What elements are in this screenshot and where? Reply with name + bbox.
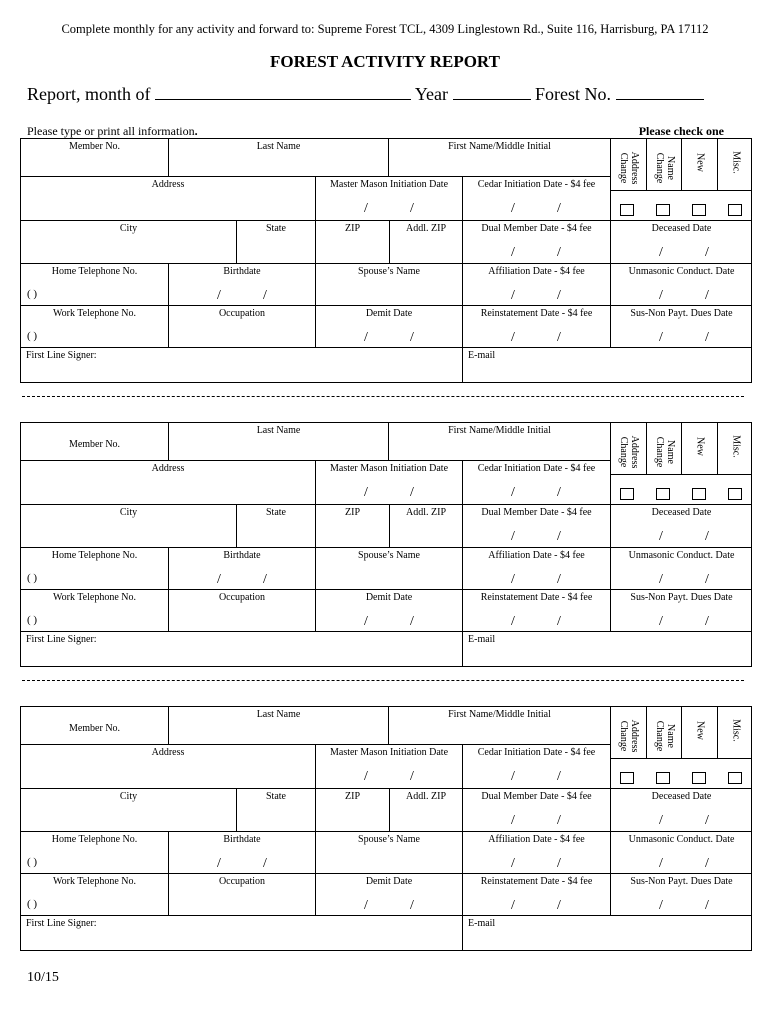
unmasonic-conduct-date-field[interactable] xyxy=(610,263,752,305)
work-area-code: ( ) xyxy=(27,330,38,342)
work-telephone-field[interactable] xyxy=(20,589,168,631)
dual-member-slash-2: / xyxy=(557,245,561,260)
spouse-name-field[interactable] xyxy=(315,831,462,873)
affiliation-slash-2: / xyxy=(557,856,561,871)
first-line-signer-field[interactable] xyxy=(20,915,462,951)
reinstatement-label: Reinstatement Date - $4 fee xyxy=(480,876,593,887)
reinstatement-slash-2: / xyxy=(557,330,561,345)
spouse-name-field[interactable] xyxy=(315,263,462,305)
demit-slash-1: / xyxy=(364,614,368,629)
sus-non-payt-date-field[interactable] xyxy=(610,589,752,631)
unmasonic-slash-2: / xyxy=(705,288,709,303)
demit-date-field[interactable] xyxy=(315,305,462,347)
member-no-field[interactable] xyxy=(20,706,168,744)
address-field[interactable] xyxy=(20,460,315,504)
birthdate-label: Birthdate xyxy=(223,266,261,277)
deceased-slash-1: / xyxy=(659,813,663,828)
deceased-slash-2: / xyxy=(705,529,709,544)
home-telephone-label: Home Telephone No. xyxy=(51,266,138,277)
master-mason-date-field[interactable] xyxy=(315,744,462,788)
address-label: Address xyxy=(151,179,185,190)
state-label: State xyxy=(266,791,286,802)
addl-zip-field[interactable] xyxy=(389,788,462,831)
new-label: New xyxy=(694,153,706,172)
deceased-label: Deceased Date xyxy=(651,791,712,802)
cedar-initiation-date-field[interactable] xyxy=(462,744,610,788)
member-no-label: Member No. xyxy=(68,439,121,450)
affiliation-label: Affiliation Date - $4 fee xyxy=(488,834,585,845)
first-line-signer-field[interactable] xyxy=(20,631,462,667)
affiliation-date-field[interactable] xyxy=(462,263,610,305)
demit-slash-2: / xyxy=(410,614,414,629)
work-area-code: ( ) xyxy=(27,898,38,910)
sus-non-payt-date-field[interactable] xyxy=(610,873,752,915)
last-name-field[interactable] xyxy=(168,706,388,744)
demit-slash-1: / xyxy=(364,330,368,345)
first-name-field[interactable] xyxy=(388,706,610,744)
new-label: New xyxy=(694,437,706,456)
addl-zip-label: Addl. ZIP xyxy=(406,507,446,518)
member-record-3 xyxy=(0,706,770,966)
work-telephone-label: Work Telephone No. xyxy=(52,876,136,887)
birthdate-slash-2: / xyxy=(263,856,267,871)
master-mason-label: Master Mason Initiation Date xyxy=(329,463,449,474)
work-telephone-label: Work Telephone No. xyxy=(52,308,136,319)
deceased-label: Deceased Date xyxy=(651,223,712,234)
first-name-label: First Name/Middle Initial xyxy=(448,141,551,152)
member-record-1 xyxy=(0,138,770,398)
last-name-label: Last Name xyxy=(256,141,301,152)
master-mason-slash-2: / xyxy=(410,485,414,500)
spouse-name-field[interactable] xyxy=(315,547,462,589)
state-field[interactable] xyxy=(236,220,315,263)
state-field[interactable] xyxy=(236,504,315,547)
addl-zip-field[interactable] xyxy=(389,220,462,263)
sus-non-payt-slash-1: / xyxy=(659,330,663,345)
city-field[interactable] xyxy=(20,504,236,547)
master-mason-slash-1: / xyxy=(364,769,368,784)
report-month-label: Report, month of xyxy=(27,84,151,104)
revision-code: 10/15 xyxy=(27,970,59,985)
address-change-label: Address Change xyxy=(618,719,640,753)
affiliation-slash-1: / xyxy=(511,572,515,587)
unmasonic-slash-2: / xyxy=(705,856,709,871)
zip-label: ZIP xyxy=(345,791,360,802)
reinstatement-label: Reinstatement Date - $4 fee xyxy=(480,592,593,603)
birthdate-field[interactable] xyxy=(168,547,315,589)
dual-member-slash-2: / xyxy=(557,813,561,828)
reinstatement-date-field[interactable] xyxy=(462,873,610,915)
reinstatement-slash-1: / xyxy=(511,898,515,913)
dual-member-label: Dual Member Date - $4 fee xyxy=(481,223,592,234)
unmasonic-slash-1: / xyxy=(659,572,663,587)
birthdate-slash-1: / xyxy=(217,288,221,303)
city-label: City xyxy=(119,791,138,802)
master-mason-date-field[interactable] xyxy=(315,176,462,220)
reinstatement-slash-2: / xyxy=(557,898,561,913)
birthdate-slash-1: / xyxy=(217,572,221,587)
check-column-new xyxy=(681,422,717,474)
year-field[interactable] xyxy=(453,83,531,100)
city-field[interactable] xyxy=(20,788,236,831)
master-mason-slash-2: / xyxy=(410,201,414,216)
email-field[interactable] xyxy=(462,631,752,667)
demit-slash-2: / xyxy=(410,330,414,345)
zip-label: ZIP xyxy=(345,223,360,234)
header-instruction: Complete monthly for any activity and forward to: Supreme Forest TCL, 4309 Linglestown Rd., Suite 116, Harrisburg, PA 17112 xyxy=(61,22,709,36)
occupation-label: Occupation xyxy=(218,876,266,887)
occupation-field[interactable] xyxy=(168,305,315,347)
birthdate-label: Birthdate xyxy=(223,550,261,561)
member-no-field[interactable] xyxy=(20,138,168,176)
address-field[interactable] xyxy=(20,176,315,220)
affiliation-label: Affiliation Date - $4 fee xyxy=(488,266,585,277)
zip-field[interactable] xyxy=(315,504,389,547)
affiliation-label: Affiliation Date - $4 fee xyxy=(488,550,585,561)
email-field[interactable] xyxy=(462,915,752,951)
deceased-slash-2: / xyxy=(705,245,709,260)
first-line-signer-label: First Line Signer: xyxy=(26,634,97,645)
dual-member-date-field[interactable] xyxy=(462,220,610,263)
checkbox-row xyxy=(610,474,752,504)
birthdate-slash-1: / xyxy=(217,856,221,871)
home-area-code: ( ) xyxy=(27,572,38,584)
cedar-initiation-slash-1: / xyxy=(511,201,515,216)
demit-slash-1: / xyxy=(364,898,368,913)
work-telephone-field[interactable] xyxy=(20,305,168,347)
misc-label: Misc. xyxy=(730,435,741,458)
sus-non-payt-label: Sus-Non Payt. Dues Date xyxy=(630,592,733,603)
demit-date-field[interactable] xyxy=(315,873,462,915)
first-name-label: First Name/Middle Initial xyxy=(448,425,551,436)
demit-label: Demit Date xyxy=(365,876,413,887)
sus-non-payt-slash-2: / xyxy=(705,898,709,913)
first-line-signer-label: First Line Signer: xyxy=(26,918,97,929)
address-label: Address xyxy=(151,747,185,758)
name-change-label: Name Change xyxy=(653,152,676,184)
first-line-signer-label: First Line Signer: xyxy=(26,350,97,361)
home-telephone-label: Home Telephone No. xyxy=(51,550,138,561)
deceased-date-field[interactable] xyxy=(610,788,752,831)
first-name-field[interactable] xyxy=(388,138,610,176)
occupation-field[interactable] xyxy=(168,589,315,631)
cedar-initiation-date-field[interactable] xyxy=(462,460,610,504)
affiliation-slash-1: / xyxy=(511,288,515,303)
deceased-date-field[interactable] xyxy=(610,220,752,263)
check-column-name-change xyxy=(646,706,682,758)
home-telephone-field[interactable] xyxy=(20,547,168,589)
check-column-new xyxy=(681,138,717,190)
member-no-label: Member No. xyxy=(68,723,121,734)
demit-slash-2: / xyxy=(410,898,414,913)
affiliation-slash-2: / xyxy=(557,288,561,303)
affiliation-date-field[interactable] xyxy=(462,831,610,873)
birthdate-field[interactable] xyxy=(168,263,315,305)
home-area-code: ( ) xyxy=(27,288,38,300)
forest-no-field[interactable] xyxy=(616,83,704,100)
unmasonic-conduct-date-field[interactable] xyxy=(610,547,752,589)
address-change-label: Address Change xyxy=(618,151,640,185)
affiliation-slash-2: / xyxy=(557,572,561,587)
email-label: E-mail xyxy=(468,350,496,361)
addl-zip-label: Addl. ZIP xyxy=(406,791,446,802)
dual-member-date-field[interactable] xyxy=(462,788,610,831)
misc-label: Misc. xyxy=(730,719,741,742)
check-column-misc xyxy=(717,138,753,190)
unmasonic-slash-2: / xyxy=(705,572,709,587)
zip-field[interactable] xyxy=(315,220,389,263)
checkbox-row xyxy=(610,190,752,220)
check-column-name-change xyxy=(646,422,682,474)
last-name-label: Last Name xyxy=(256,425,301,436)
dual-member-slash-1: / xyxy=(511,529,515,544)
spouse-name-label: Spouse’s Name xyxy=(358,550,420,561)
master-mason-label: Master Mason Initiation Date xyxy=(329,747,449,758)
email-field[interactable] xyxy=(462,347,752,383)
misc-label: Misc. xyxy=(730,151,741,174)
cedar-initiation-label: Cedar Initiation Date - $4 fee xyxy=(477,747,596,758)
deceased-slash-1: / xyxy=(659,245,663,260)
zip-label: ZIP xyxy=(345,507,360,518)
home-area-code: ( ) xyxy=(27,856,38,868)
occupation-field[interactable] xyxy=(168,873,315,915)
work-area-code: ( ) xyxy=(27,614,38,626)
cedar-initiation-slash-1: / xyxy=(511,485,515,500)
occupation-label: Occupation xyxy=(218,308,266,319)
spouse-name-label: Spouse’s Name xyxy=(358,834,420,845)
sus-non-payt-slash-2: / xyxy=(705,330,709,345)
first-name-label: First Name/Middle Initial xyxy=(448,709,551,720)
check-column-address-change xyxy=(610,706,646,758)
addl-zip-label: Addl. ZIP xyxy=(406,223,446,234)
dual-member-slash-2: / xyxy=(557,529,561,544)
address-label: Address xyxy=(151,463,185,474)
last-name-label: Last Name xyxy=(256,709,301,720)
deceased-slash-1: / xyxy=(659,529,663,544)
check-column-address-change xyxy=(610,422,646,474)
home-telephone-label: Home Telephone No. xyxy=(51,834,138,845)
dual-member-slash-1: / xyxy=(511,245,515,260)
checkbox-row xyxy=(610,758,752,788)
birthdate-slash-2: / xyxy=(263,572,267,587)
email-label: E-mail xyxy=(468,918,496,929)
unmasonic-slash-1: / xyxy=(659,856,663,871)
forest-no-label: Forest No. xyxy=(535,84,612,104)
deceased-slash-2: / xyxy=(705,813,709,828)
cedar-initiation-slash-2: / xyxy=(557,769,561,784)
cedar-initiation-slash-1: / xyxy=(511,769,515,784)
sus-non-payt-slash-1: / xyxy=(659,898,663,913)
block-separator-1 xyxy=(22,396,744,397)
unmasonic-conduct-date-field[interactable] xyxy=(610,831,752,873)
demit-date-field[interactable] xyxy=(315,589,462,631)
cedar-initiation-slash-2: / xyxy=(557,485,561,500)
check-column-misc xyxy=(717,706,753,758)
cedar-initiation-date-field[interactable] xyxy=(462,176,610,220)
check-column-new xyxy=(681,706,717,758)
city-label: City xyxy=(119,223,138,234)
cedar-initiation-slash-2: / xyxy=(557,201,561,216)
member-record-2 xyxy=(0,422,770,682)
master-mason-slash-1: / xyxy=(364,485,368,500)
state-field[interactable] xyxy=(236,788,315,831)
dual-member-date-field[interactable] xyxy=(462,504,610,547)
city-label: City xyxy=(119,507,138,518)
check-column-misc xyxy=(717,422,753,474)
reinstatement-slash-1: / xyxy=(511,330,515,345)
city-field[interactable] xyxy=(20,220,236,263)
work-telephone-field[interactable] xyxy=(20,873,168,915)
birthdate-label: Birthdate xyxy=(223,834,261,845)
last-name-field[interactable] xyxy=(168,138,388,176)
email-label: E-mail xyxy=(468,634,496,645)
dual-member-slash-1: / xyxy=(511,813,515,828)
address-change-label: Address Change xyxy=(618,435,640,469)
deceased-date-field[interactable] xyxy=(610,504,752,547)
master-mason-date-field[interactable] xyxy=(315,460,462,504)
cedar-initiation-label: Cedar Initiation Date - $4 fee xyxy=(477,179,596,190)
cedar-initiation-label: Cedar Initiation Date - $4 fee xyxy=(477,463,596,474)
demit-label: Demit Date xyxy=(365,592,413,603)
address-field[interactable] xyxy=(20,744,315,788)
zip-field[interactable] xyxy=(315,788,389,831)
year-label: Year xyxy=(414,84,449,104)
member-no-field[interactable] xyxy=(20,422,168,460)
birthdate-slash-2: / xyxy=(263,288,267,303)
print-instruction: Please type or print all information. xyxy=(27,124,198,138)
state-label: State xyxy=(266,223,286,234)
new-label: New xyxy=(694,721,706,740)
master-mason-slash-1: / xyxy=(364,201,368,216)
unmasonic-label: Unmasonic Conduct. Date xyxy=(628,834,735,845)
sus-non-payt-label: Sus-Non Payt. Dues Date xyxy=(630,876,733,887)
reinstatement-date-field[interactable] xyxy=(462,589,610,631)
reinstatement-label: Reinstatement Date - $4 fee xyxy=(480,308,593,319)
check-column-name-change xyxy=(646,138,682,190)
name-change-label: Name Change xyxy=(653,720,676,752)
sus-non-payt-slash-2: / xyxy=(705,614,709,629)
reinstatement-date-field[interactable] xyxy=(462,305,610,347)
report-line xyxy=(27,83,704,105)
last-name-field[interactable] xyxy=(168,422,388,460)
sus-non-payt-label: Sus-Non Payt. Dues Date xyxy=(630,308,733,319)
report-month-field[interactable] xyxy=(155,83,411,100)
sus-non-payt-slash-1: / xyxy=(659,614,663,629)
reinstatement-slash-2: / xyxy=(557,614,561,629)
check-column-address-change xyxy=(610,138,646,190)
check-one-label: Please check one xyxy=(638,124,724,138)
reinstatement-slash-1: / xyxy=(511,614,515,629)
demit-label: Demit Date xyxy=(365,308,413,319)
birthdate-field[interactable] xyxy=(168,831,315,873)
block-separator-2 xyxy=(22,680,744,681)
state-label: State xyxy=(266,507,286,518)
master-mason-slash-2: / xyxy=(410,769,414,784)
addl-zip-field[interactable] xyxy=(389,504,462,547)
first-name-field[interactable] xyxy=(388,422,610,460)
dual-member-label: Dual Member Date - $4 fee xyxy=(481,507,592,518)
home-telephone-field[interactable] xyxy=(20,263,168,305)
dual-member-label: Dual Member Date - $4 fee xyxy=(481,791,592,802)
page-title: FOREST ACTIVITY REPORT xyxy=(270,52,500,71)
occupation-label: Occupation xyxy=(218,592,266,603)
spouse-name-label: Spouse’s Name xyxy=(358,266,420,277)
first-line-signer-field[interactable] xyxy=(20,347,462,383)
unmasonic-label: Unmasonic Conduct. Date xyxy=(628,550,735,561)
sus-non-payt-date-field[interactable] xyxy=(610,305,752,347)
unmasonic-label: Unmasonic Conduct. Date xyxy=(628,266,735,277)
unmasonic-slash-1: / xyxy=(659,288,663,303)
member-no-label: Member No. xyxy=(68,141,121,152)
affiliation-date-field[interactable] xyxy=(462,547,610,589)
deceased-label: Deceased Date xyxy=(651,507,712,518)
name-change-label: Name Change xyxy=(653,436,676,468)
home-telephone-field[interactable] xyxy=(20,831,168,873)
affiliation-slash-1: / xyxy=(511,856,515,871)
work-telephone-label: Work Telephone No. xyxy=(52,592,136,603)
master-mason-label: Master Mason Initiation Date xyxy=(329,179,449,190)
